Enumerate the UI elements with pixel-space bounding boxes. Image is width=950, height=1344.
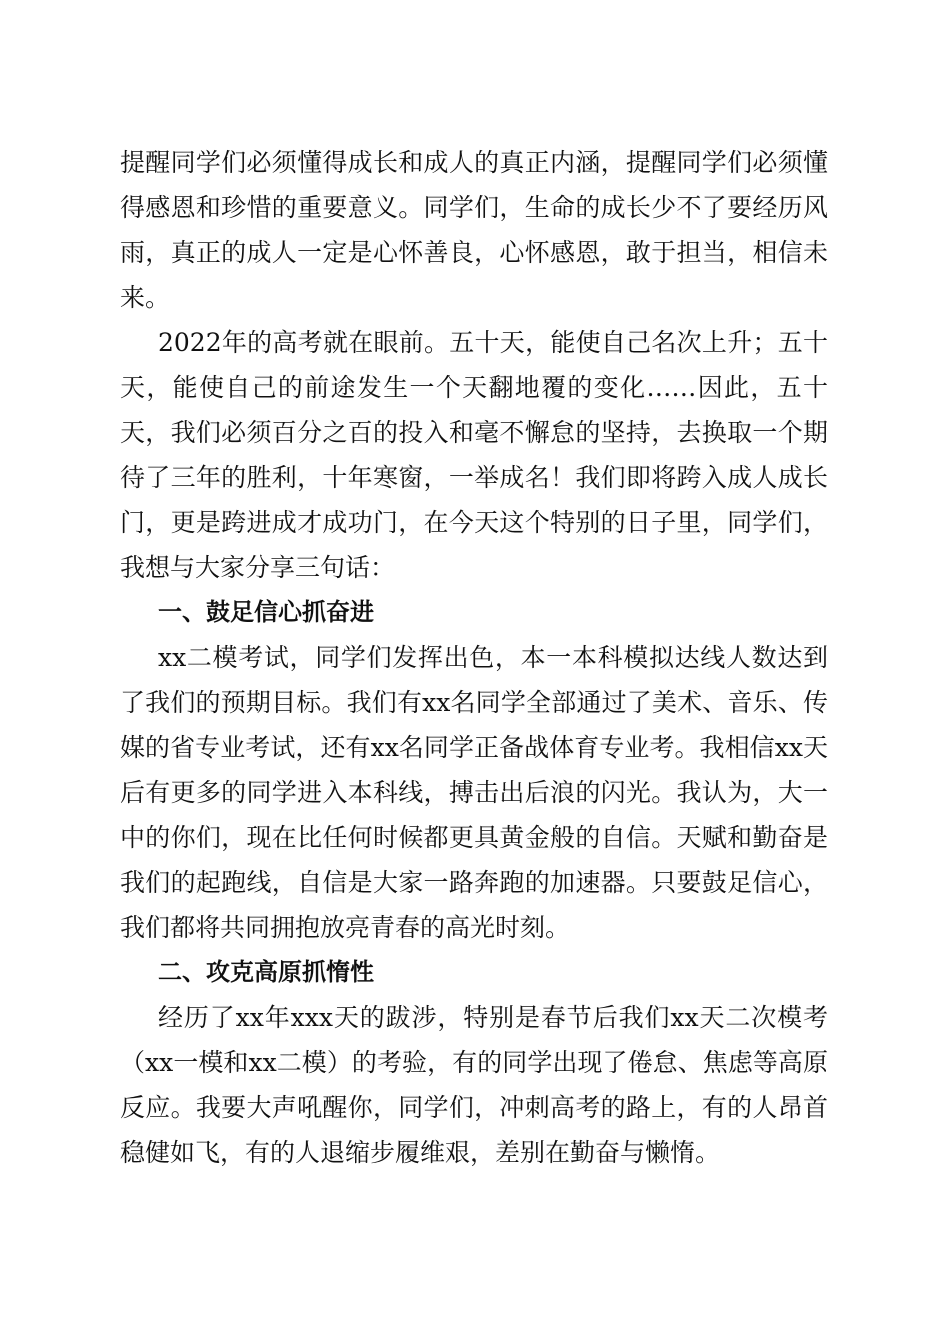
paragraph-gaokao: 2022年的高考就在眼前。五十天，能使自己名次上升；五十天，能使自己的前途发生一个天翻地覆的变化……因此，五十天，我们必须百分之百的投入和毫不懈怠的坚持，去换取一个期待了三年的胜利，十年寒窗，一举成名！我们即将跨入成人成长门，更是跨进成才成功门，在今天这个特别的日子里，同学们，我想与大家分享三句话： xyxy=(120,328,828,582)
section-heading-2: 二、攻克高原抓惰性 xyxy=(158,958,374,986)
section-heading-1: 一、鼓足信心抓奋进 xyxy=(158,598,374,626)
paragraph-section-2: 经历了xx年xxx天的跋涉，特别是春节后我们xx天二次模考（xx一模和xx二模）的考验，有的同学出现了倦怠、焦虑等高原反应。我要大声吼醒你，同学们，冲刺高考的路上，有的人昂首稳健如飞，有的人退缩步履维艰，差别在勤奋与懒惰。 xyxy=(120,1003,828,1167)
paragraph-section-1: xx二模考试，同学们发挥出色，本一本科模拟达线人数达到了我们的预期目标。我们有xx名同学全部通过了美术、音乐、传媒的省专业考试，还有xx名同学正备战体育专业考。我相信xx天后有更多的同学进入本科线，搏击出后浪的闪光。我认为，大一中的你们，现在比任何时候都更具黄金般的自信。天赋和勤奋是我们的起跑线，自信是大家一路奔跑的加速器。只要鼓足信心，我们都将共同拥抱放亮青春的高光时刻。 xyxy=(120,643,828,942)
document-body xyxy=(120,140,828,1175)
paragraph-continuation: 提醒同学们必须懂得成长和成人的真正内涵，提醒同学们必须懂得感恩和珍惜的重要意义。同学们，生命的成长少不了要经历风雨，真正的成人一定是心怀善良，心怀感恩，敢于担当，相信未来。 xyxy=(120,148,828,312)
